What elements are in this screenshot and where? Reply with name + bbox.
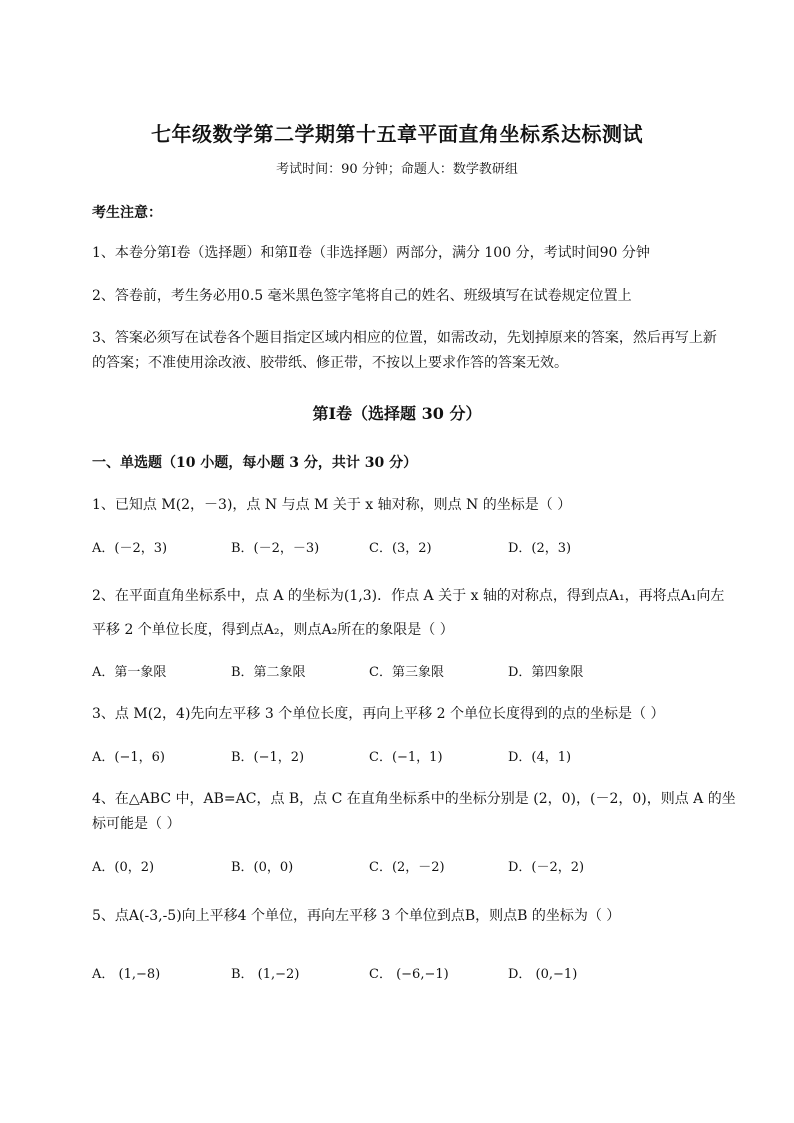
option-a: A．(−1，6) — [92, 750, 165, 765]
option-c: C． (−6,−1) — [369, 967, 449, 982]
option-d: D．(4，1) — [508, 750, 572, 765]
option-b: B．(−1，2) — [231, 750, 305, 765]
option-a: A．第一象限 — [92, 665, 167, 680]
option-b: B．(－2，－3) — [231, 541, 320, 556]
part-heading: 一、单选题（10 小题，每小题 3 分，共计 30 分） — [92, 455, 418, 471]
section-title: 第Ⅰ卷（选择题 30 分） — [312, 404, 482, 423]
notice-item: 3、答案必须写在试卷各个题目指定区域内相应的位置，如需改动，先划掉原来的答案，然后再写上新 — [92, 330, 717, 346]
option-c: C．(3，2) — [369, 541, 432, 556]
option-c: C．第三象限 — [369, 665, 444, 680]
question-text: 5、点A(-3,-5)向上平移4 个单位，再向左平移 3 个单位到点B，则点B 的坐标为（ ） — [92, 908, 621, 924]
question-text: 4、在△ABC 中，AB=AC，点 B，点 C 在直角坐标系中的坐标分别是 (2，0)，(－2，0)，则点 A 的坐 — [92, 791, 736, 807]
question-text: 1、已知点 M(2，－3)，点 N 与点 M 关于 x 轴对称，则点 N 的坐标是（ ） — [92, 497, 572, 513]
option-d: D． (0,−1) — [508, 967, 578, 982]
question-text: 3、点 M(2，4)先向左平移 3 个单位长度，再向上平移 2 个单位长度得到的点的坐标是（ ） — [92, 706, 665, 722]
option-d: D．(－2，2) — [508, 860, 585, 875]
exam-subtitle: 考试时间：90 分钟；命题人：数学教研组 — [276, 162, 518, 177]
option-a: A． (1,−8) — [92, 967, 161, 982]
option-c: C．(−1，1) — [369, 750, 443, 765]
option-a: A．(－2，3) — [92, 541, 168, 556]
option-b: B．(0，0) — [231, 860, 294, 875]
option-b: B． (1,−2) — [231, 967, 300, 982]
notice-item: 的答案；不准使用涂改液、胶带纸、修正带，不按以上要求作答的答案无效。 — [92, 355, 568, 371]
notice-item: 1、本卷分第Ⅰ卷（选择题）和第Ⅱ卷（非选择题）两部分，满分 100 分，考试时间90 分钟 — [92, 245, 650, 261]
exam-title: 七年级数学第二学期第十五章平面直角坐标系达标测试 — [151, 122, 643, 146]
notice-item: 2、答卷前，考生务必用0.5 毫米黑色签字笔将自己的姓名、班级填写在试卷规定位置上 — [92, 288, 632, 304]
notice-heading: 考生注意： — [92, 205, 162, 221]
option-b: B．第二象限 — [231, 665, 306, 680]
question-text: 平移 2 个单位长度，得到点A₂，则点A₂所在的象限是（ ） — [92, 622, 454, 638]
option-d: D．(2，3) — [508, 541, 572, 556]
question-text: 标可能是（ ） — [92, 816, 181, 832]
option-a: A．(0，2) — [92, 860, 155, 875]
option-d: D．第四象限 — [508, 665, 584, 680]
question-text: 2、在平面直角坐标系中，点 A 的坐标为(1,3)．作点 A 关于 x 轴的对称点，得到点A₁，再将点A₁向左 — [92, 588, 725, 604]
option-c: C．(2，－2) — [369, 860, 445, 875]
